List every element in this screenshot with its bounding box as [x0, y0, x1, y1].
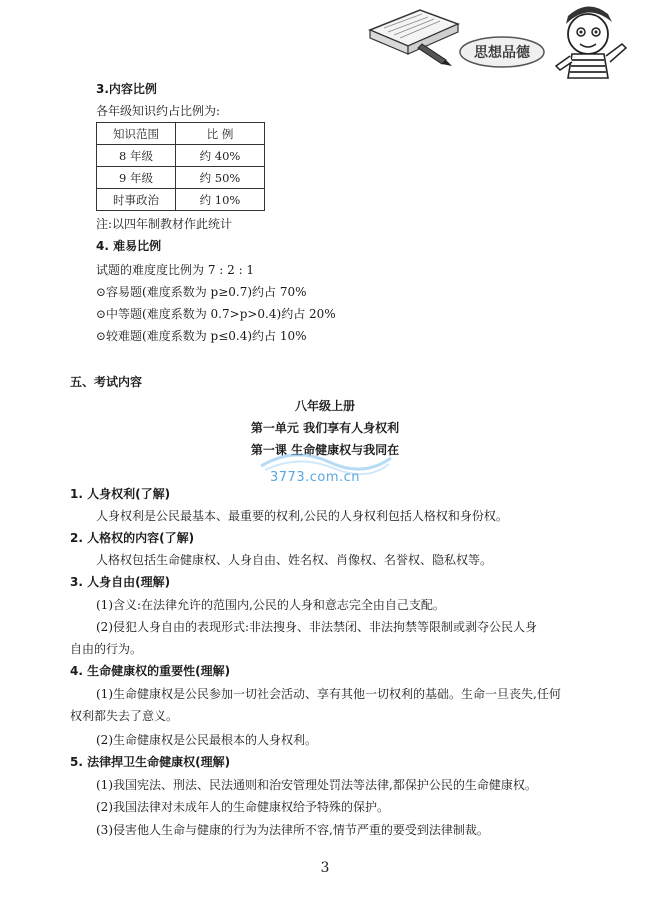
book-title: 八年级上册 [294, 399, 355, 413]
table-cell: 时事政治 [97, 189, 176, 211]
watermark-text: 3773.com.cn [270, 470, 360, 485]
topic-line: (1)生命健康权是公民参加一切社会活动、享有其他一切权利的基础。生命一旦丧失,任何 [96, 687, 561, 701]
table-cell: 9 年级 [97, 167, 176, 189]
table-cell: 约 40% [176, 145, 265, 167]
lesson-title: 第一课 生命健康权与我同在 [250, 443, 400, 457]
table-row [97, 189, 265, 211]
ratio-table [96, 122, 265, 211]
pen-icon [418, 44, 452, 66]
topic-heading: 3. 人身自由(理解) [70, 575, 171, 589]
topic-line: 人身权利是公民最基本、最重要的权利,公民的人身权利包括人格权和身份权。 [96, 509, 508, 523]
unit-title: 第一单元 我们享有人身权利 [250, 421, 400, 435]
section4-intro: 试题的难度度比例为 7 : 2 : 1 [96, 263, 255, 277]
difficulty-item: ⊙中等题(难度系数为 0.7>p>0.4)约占 20% [96, 307, 336, 321]
section5-heading: 五、考试内容 [70, 375, 143, 389]
topic-heading: 4. 生命健康权的重要性(理解) [70, 664, 231, 678]
table-header-cell: 比 例 [176, 123, 265, 145]
cartoon-student-icon [556, 6, 626, 78]
page-number: 3 [320, 860, 330, 876]
topic-line: 权利都失去了意义。 [70, 709, 179, 723]
table-row [97, 145, 265, 167]
topic-line: (2)我国法律对未成年人的生命健康权给予特殊的保护。 [96, 800, 390, 814]
section3-heading: 3.内容比例 [96, 82, 157, 96]
topic-line: (1)我国宪法、刑法、民法通则和治安管理处罚法等法律,都保护公民的生命健康权。 [96, 778, 537, 792]
topic-heading: 2. 人格权的内容(了解) [70, 531, 195, 545]
difficulty-item: ⊙容易题(难度系数为 p≥0.7)约占 70% [96, 285, 307, 299]
subject-badge [460, 37, 544, 67]
section3-note: 注:以四年制教材作此统计 [96, 217, 233, 231]
topic-line: 自由的行为。 [70, 642, 143, 656]
open-book-icon [370, 10, 458, 54]
section3-intro: 各年级知识约占比例为: [96, 104, 221, 118]
topic-heading: 5. 法律捍卫生命健康权(理解) [70, 755, 231, 769]
table-cell: 约 50% [176, 167, 265, 189]
topic-line: (2)侵犯人身自由的表现形式:非法搜身、非法禁闭、非法拘禁等限制或剥夺公民人身 [96, 620, 538, 634]
topic-line: (2)生命健康权是公民最根本的人身权利。 [96, 733, 317, 747]
table-cell: 约 10% [176, 189, 265, 211]
section4-heading: 4. 难易比例 [96, 239, 162, 253]
table-row [97, 167, 265, 189]
topic-line: (1)含义:在法律允许的范围内,公民的人身和意志完全由自己支配。 [96, 598, 445, 612]
badge-text: 思想品德 [474, 45, 530, 61]
table-cell: 8 年级 [97, 145, 176, 167]
table-header-cell: 知识范围 [97, 123, 176, 145]
header-illustration [350, 0, 640, 82]
topic-line: (3)侵害他人生命与健康的行为为法律所不容,情节严重的要受到法律制裁。 [96, 823, 489, 837]
topic-heading: 1. 人身权利(了解) [70, 487, 171, 501]
difficulty-item: ⊙较难题(难度系数为 p≤0.4)约占 10% [96, 329, 307, 343]
topic-line: 人格权包括生命健康权、人身自由、姓名权、肖像权、名誉权、隐私权等。 [96, 553, 493, 567]
table-header-row [97, 123, 265, 145]
